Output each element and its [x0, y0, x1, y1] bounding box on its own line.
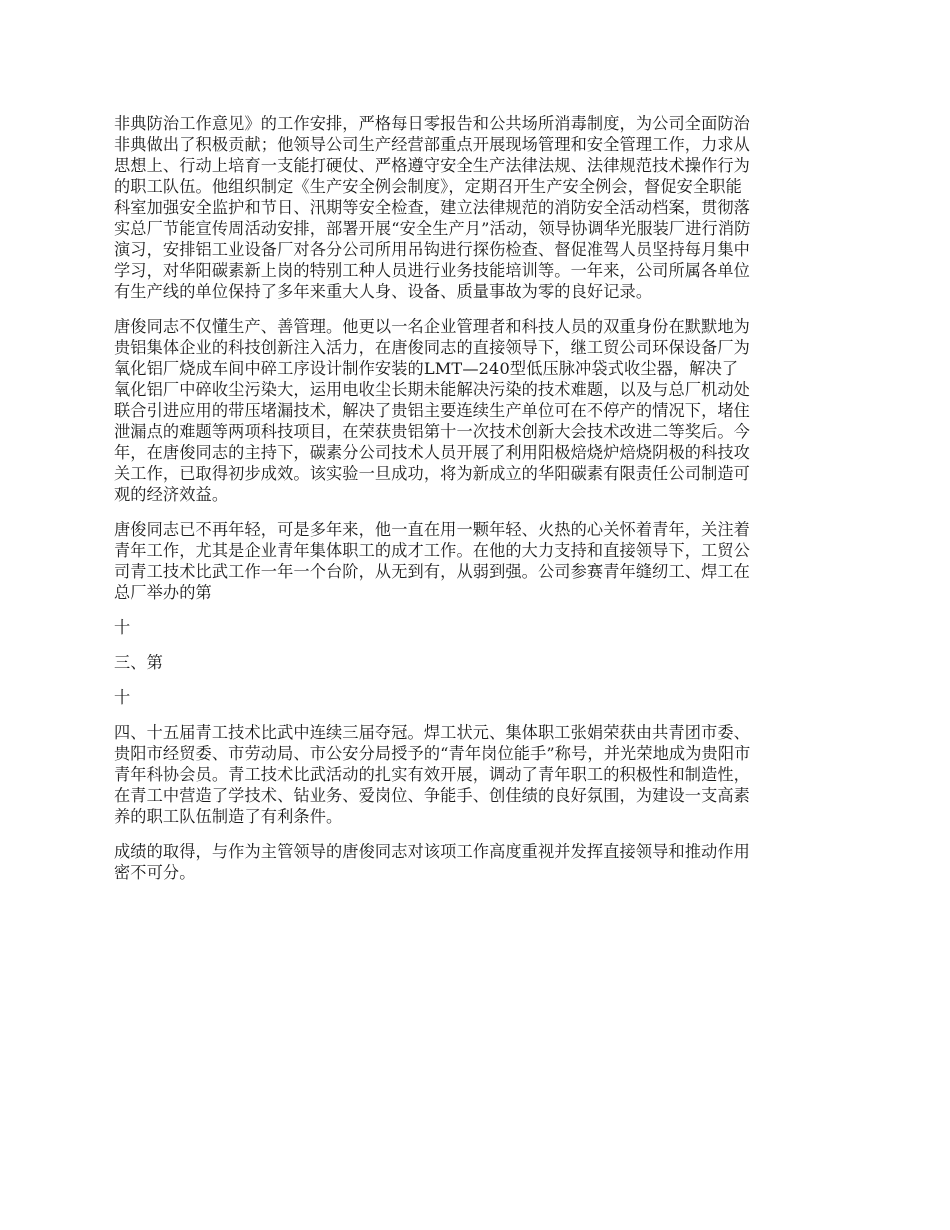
paragraph-1 [114, 113, 844, 302]
paragraph-4 [114, 617, 844, 638]
text-line: 唐俊同志已不再年轻，可是多年来，他一直在用一颗年轻、火热的心关怀着青年，关注着 [114, 520, 750, 539]
text-line: 联合引进应用的带压堵漏技术，解决了贵铝主要连续生产单位可在不停产的情况下，堵住 [114, 401, 750, 420]
text-line: 养的职工队伍制造了有利条件。 [114, 807, 343, 826]
text-line: 演习，安排铝工业设备厂对各分公司所用吊钩进行探伤检查、督促准驾人员坚持每月集中 [114, 240, 750, 259]
text-line: 非典防治工作意见》的工作安排，严格每日零报告和公共场所消毒制度，为公司全面防治 [114, 114, 750, 133]
text-line: 青年科协会员。青工技术比武活动的扎实有效开展，调动了青年职工的积极性和制造性， [114, 765, 750, 784]
paragraph-7 [114, 722, 844, 827]
text-line: 四、十五届青工技术比武中连续三届夺冠。焊工状元、集体职工张娟荣获由共青团市委、 [114, 723, 750, 742]
paragraph-8 [114, 841, 844, 883]
text-line: 泄漏点的难题等两项科技项目，在荣获贵铝第十一次技术创新大会技术改进二等奖后。今 [114, 422, 750, 441]
text-line: 总厂举办的第 [114, 583, 212, 602]
text-line: 的职工队伍。他组织制定《生产安全例会制度》，定期召开生产安全例会，督促安全职能 [114, 177, 742, 196]
text-line: 贵铝集体企业的科技创新注入活力，在唐俊同志的直接领导下，继工贸公司环保设备厂为 [114, 338, 750, 357]
paragraph-2 [114, 316, 844, 505]
text-line: 十 [114, 688, 131, 707]
text-line: 关工作，已取得初步成效。该实验一旦成功，将为新成立的华阳碳素有限责任公司制造可 [114, 464, 750, 483]
text-line: 唐俊同志不仅懂生产、善管理。他更以一名企业管理者和科技人员的双重身份在默默地为 [114, 317, 750, 336]
text-line: 实总厂节能宣传周活动安排，部署开展“安全生产月”活动，领导协调华光服装厂进行消防 [114, 219, 751, 238]
text-line: 非典做出了积极贡献；他领导公司生产经营部重点开展现场管理和安全管理工作，力求从 [114, 135, 750, 154]
text-line: 司青工技术比武工作一年一个台阶，从无到有，从弱到强。公司参赛青年缝纫工、焊工在 [114, 562, 750, 581]
text-line: 密不可分。 [114, 863, 196, 882]
paragraph-5 [114, 652, 844, 673]
text-line: 观的经济效益。 [114, 485, 229, 504]
text-line: 科室加强安全监护和节日、汛期等安全检查，建立法律规范的消防安全活动档案，贯彻落 [114, 198, 750, 217]
text-line: 氧化铝厂中碎收尘污染大，运用电收尘长期未能解决污染的技术难题，以及与总厂机动处 [114, 380, 750, 399]
text-line: 贵阳市经贸委、市劳动局、市公安分局授予的“青年岗位能手”称号，并光荣地成为贵阳市 [114, 744, 751, 763]
document-page [114, 113, 844, 897]
document-body [114, 113, 844, 883]
text-line: 三、第 [114, 653, 163, 672]
paragraph-6 [114, 687, 844, 708]
text-line: 在青工中营造了学技术、钻业务、爱岗位、争能手、创佳绩的良好氛围，为建设一支高素 [114, 786, 750, 805]
text-line: 十 [114, 618, 131, 637]
text-line: 成绩的取得，与作为主管领导的唐俊同志对该项工作高度重视并发挥直接领导和推动作用 [114, 842, 750, 861]
text-line: 氧化铝厂烧成车间中碎工序设计制作安装的LMT—240型低压脉冲袋式收尘器，解决了 [114, 359, 739, 378]
text-line: 有生产线的单位保持了多年来重大人身、设备、质量事故为零的良好记录。 [114, 282, 653, 301]
text-line: 思想上、行动上培育一支能打硬仗、严格遵守安全生产法律法规、法律规范技术操作行为 [114, 156, 750, 175]
text-line: 年，在唐俊同志的主持下，碳素分公司技术人员开展了利用阳极焙烧炉焙烧阴极的科技攻 [114, 443, 750, 462]
text-line: 青年工作，尤其是企业青年集体职工的成才工作。在他的大力支持和直接领导下，工贸公 [114, 541, 750, 560]
text-line: 学习，对华阳碳素新上岗的特别工种人员进行业务技能培训等。一年来，公司所属各单位 [114, 261, 750, 280]
paragraph-3 [114, 519, 844, 603]
